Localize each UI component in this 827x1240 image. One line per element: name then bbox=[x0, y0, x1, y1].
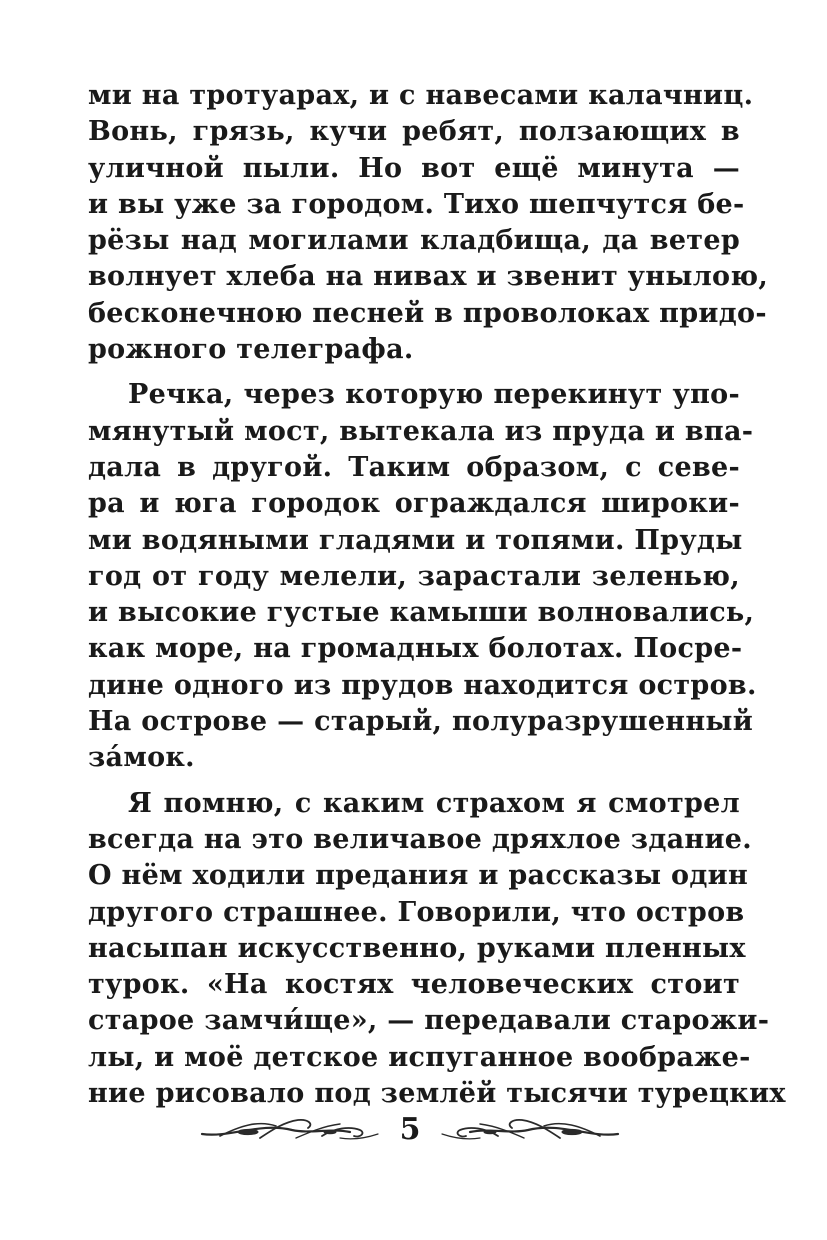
text-line: рожного телеграфа. bbox=[88, 334, 414, 366]
text-line: бесконечною песней в проволоках придо- bbox=[88, 297, 767, 329]
text-line: старое замчи́ще», — передавали старожи- bbox=[88, 1005, 770, 1037]
text-line: волнует хлеба на нивах и звенит унылою, bbox=[88, 261, 769, 293]
paragraph-1 bbox=[88, 78, 769, 368]
text-line: за́мок. bbox=[88, 742, 195, 774]
text-line: ми на тротуарах, и с навесами калачниц. bbox=[88, 80, 754, 111]
text-line: Речка, через которую перекинут упо- bbox=[128, 379, 740, 411]
paragraph-3 bbox=[88, 786, 786, 1113]
text-line: насыпан искусственно, руками пленных bbox=[88, 932, 746, 964]
text-line: Вонь, грязь, кучи ребят, ползающих в bbox=[88, 116, 740, 148]
text-line: и высокие густые камыши волновались, bbox=[88, 597, 755, 629]
text-line: ра и юга городок ограждался широки- bbox=[88, 488, 740, 520]
flourish-ornament-right-icon bbox=[435, 1108, 620, 1148]
text-line: мянутый мост, вытекала из пруда и впа- bbox=[88, 415, 754, 447]
text-line: уличной пыли. Но вот ещё минута — bbox=[88, 152, 740, 184]
text-line: и вы уже за городом. Тихо шепчутся бе- bbox=[88, 188, 745, 220]
text-line: ние рисовало под землёй тысячи турецких bbox=[88, 1078, 786, 1110]
text-line: Я помню, с каким страхом я смотрел bbox=[128, 787, 740, 819]
text-line: турок. «На костях человеческих стоит bbox=[88, 969, 740, 1001]
text-line: год от году мелели, зарастали зеленью, bbox=[88, 560, 740, 592]
flourish-ornament-left-icon bbox=[200, 1108, 385, 1148]
text-line: ми водяными гладями и топями. Пруды bbox=[88, 524, 743, 556]
page-footer bbox=[200, 1108, 620, 1158]
text-line: дала в другой. Таким образом, с севе- bbox=[88, 451, 740, 483]
page-number: 5 bbox=[399, 1112, 421, 1147]
text-line: другого страшнее. Говорили, что остров bbox=[88, 896, 745, 928]
text-line: дине одного из прудов находится остров. bbox=[88, 669, 757, 701]
text-line: лы, и моё детское испуганное воображе- bbox=[88, 1041, 751, 1073]
paragraph-2 bbox=[88, 377, 757, 776]
text-line: как море, на громадных болотах. Посре- bbox=[88, 633, 743, 665]
text-line: О нём ходили предания и рассказы один bbox=[88, 860, 749, 892]
text-line: рёзы над могилами кладбища, да ветер bbox=[88, 225, 740, 257]
text-line: всегда на это величавое дряхлое здание. bbox=[88, 823, 752, 855]
text-line: На острове — старый, полуразрушенный bbox=[88, 706, 754, 738]
page-text bbox=[88, 78, 786, 1121]
